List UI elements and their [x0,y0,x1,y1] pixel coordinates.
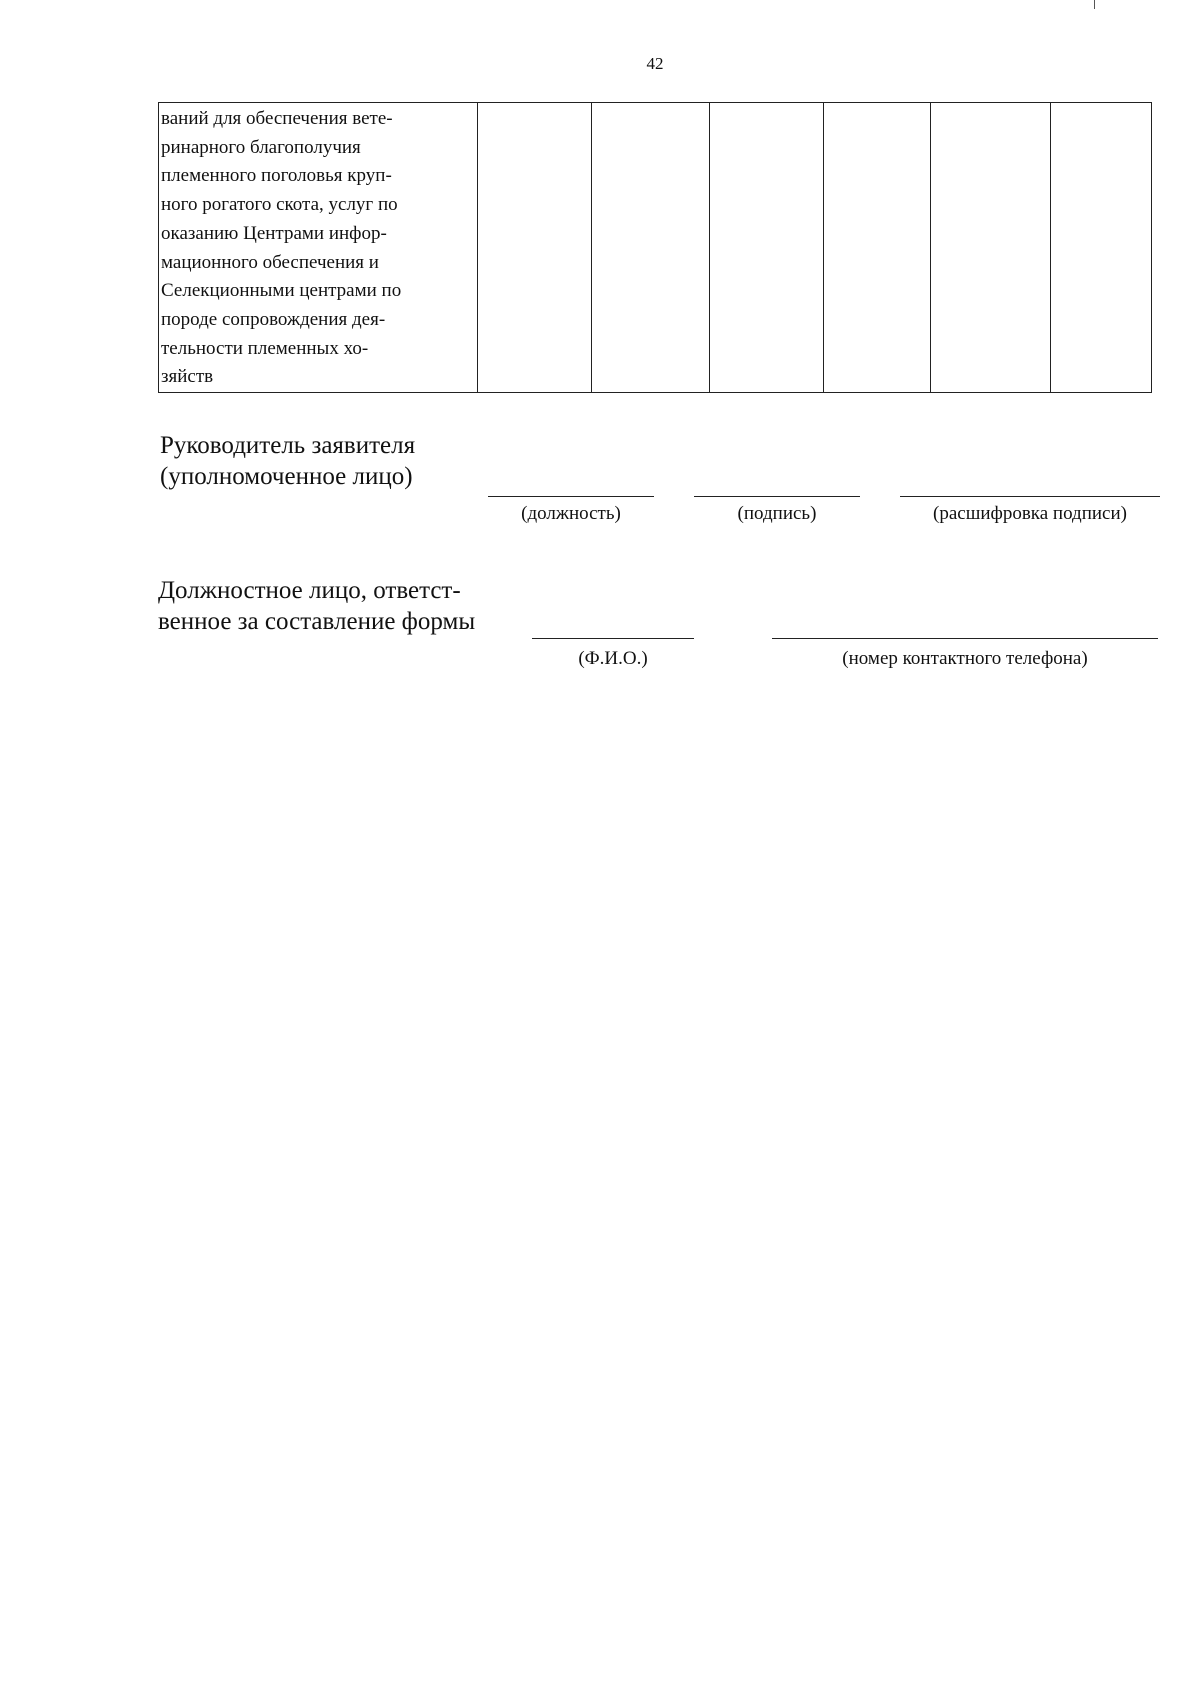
form-table [158,102,1152,393]
table-cell-empty[interactable] [824,103,931,393]
table-cell-empty[interactable] [1051,103,1152,393]
scan-mark [1094,0,1095,9]
table-cell-empty[interactable] [478,103,592,393]
position-line[interactable] [488,496,654,497]
signature-line[interactable] [694,496,860,497]
responsible-official-label: Должностное лицо, ответст- венное за составление формы [158,577,476,635]
position-caption: (должность) [521,503,621,524]
table-cell-empty[interactable] [710,103,824,393]
head-of-applicant-label: Руководитель заявителя (уполномоченное лицо) [160,432,416,490]
full-name-line[interactable] [532,638,694,639]
table-cell-empty[interactable] [592,103,710,393]
page-number: 42 [646,54,664,73]
phone-number-caption: (номер контактного телефона) [842,648,1088,669]
signature-decoding-caption: (расшифровка подписи) [933,503,1127,524]
signature-caption: (подпись) [737,503,817,524]
full-name-caption: (Ф.И.О.) [578,648,648,669]
table-row [159,103,1152,393]
signature-decoding-line[interactable] [900,496,1160,497]
table-cell-description: ваний для обеспечения вете- ринарного благополучия племенного поголовья круп- ного рогатого скота, услуг по оказанию Центрами инфор- мационного обеспечения и Селекционными центрами по породе сопровождения дея- тельности племенных хо- зяйств [159,103,478,393]
table-cell-empty[interactable] [931,103,1051,393]
phone-number-line[interactable] [772,638,1158,639]
